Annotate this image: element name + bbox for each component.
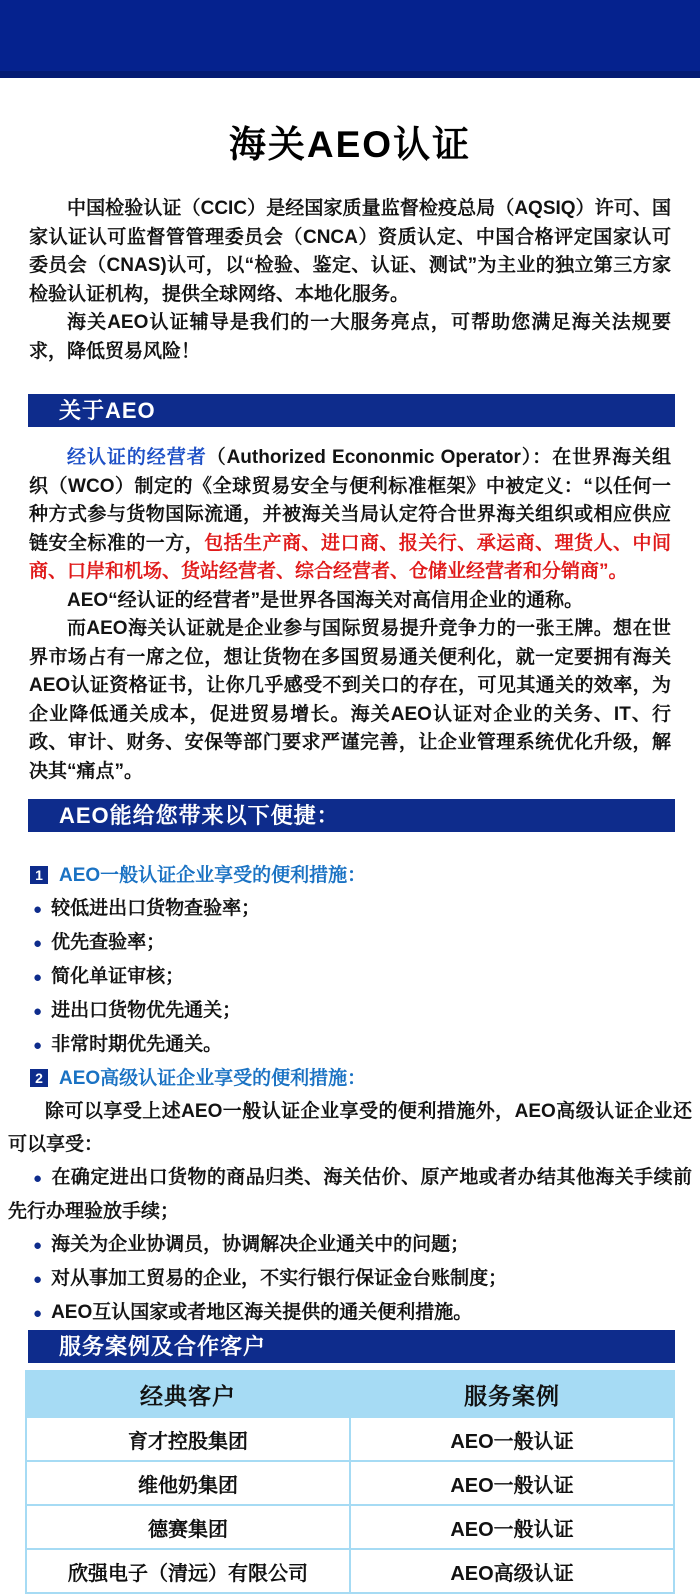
benefits-group-1-label: AEO一般认证企业享受的便利措施： [59, 865, 367, 886]
bullet-icon: ● [33, 1305, 43, 1322]
list-item [28, 1028, 672, 1062]
bullet-icon: ● [33, 1170, 43, 1187]
bullet-icon: ● [33, 935, 43, 952]
about-section [0, 444, 700, 786]
list-item-text: 较低进出口货物查验率； [51, 898, 261, 919]
benefits-group-2-heading [30, 1062, 700, 1095]
about-paragraph-3: 而AEO海关认证就是企业参与国际贸易提升竞争力的一张王牌。想在世界市场占有一席之位，想让货物在多国贸易通关便利化，就一定要拥有海关AEO认证资格证书，让你几乎感受不到关口的存在，可见其通关的效率，为企业降低通关成本，促进贸易增长。海关AEO认证对企业的关务、IT、行政、审计、财务、安保等部门要求严谨完善，让企业管理系统优化升级，解决其“痛点”。 [29, 618, 671, 782]
number-2-badge: 2 [30, 1069, 48, 1087]
table-header-row [26, 1371, 674, 1417]
list-item [8, 1296, 692, 1330]
list-item-text: AEO互认国家或者地区海关提供的通关便利措施。 [51, 1302, 473, 1323]
bullet-icon: ● [33, 1271, 43, 1288]
list-item [8, 1262, 692, 1296]
benefits-group-2-intro: 除可以享受上述AEO一般认证企业享受的便利措施外，AEO高级认证企业还可以享受： [8, 1101, 692, 1155]
list-item-text: 简化单证审核； [51, 966, 185, 987]
benefits-group-2-list [0, 1095, 700, 1330]
about-lead-term: 经认证的经营者 [67, 447, 207, 468]
bullet-icon: ● [33, 1037, 43, 1054]
bullet-icon: ● [33, 901, 43, 918]
list-item-text: 在确定进出口货物的商品归类、海关估价、原产地或者办结其他海关手续前先行办理验放手续； [8, 1167, 692, 1222]
intro-section [0, 195, 700, 366]
list-item [28, 994, 672, 1028]
client-cell: 维他奶集团 [26, 1461, 350, 1505]
section-header-cases [28, 1330, 675, 1363]
section-header-about-label: 关于AEO [59, 398, 156, 423]
benefits-group-1-heading [30, 859, 700, 892]
client-cell: 育才控股集团 [26, 1417, 350, 1461]
about-paragraph-2: AEO“经认证的经营者”是世界各国海关对高信用企业的通称。 [67, 589, 584, 611]
case-cell: AEO一般认证 [350, 1417, 674, 1461]
column-header-client: 经典客户 [26, 1371, 350, 1417]
bullet-icon: ● [33, 1237, 43, 1254]
list-item [8, 1161, 692, 1228]
list-item-text: 进出口货物优先通关； [51, 1000, 242, 1021]
section-header-about [28, 394, 675, 427]
case-cell: AEO一般认证 [350, 1505, 674, 1549]
table-row [26, 1505, 674, 1549]
intro-paragraph-2: 海关AEO认证辅导是我们的一大服务亮点，可帮助您满足海关法规要求，降低贸易风险！ [29, 312, 671, 362]
list-item-text: 优先查验率； [51, 932, 166, 953]
table-row [26, 1417, 674, 1461]
about-lead-definition: （Authorized Econonmic Operator）：在世界海关组织（WCO）制定的《全球贸易安全与便利标准框架》中被定义：“以任何一种方式参与货物国际流通，并被海关当局认定符合世界海关组织或相应供应链安全标准的一方， [29, 447, 671, 554]
about-lead-paragraph [29, 444, 671, 587]
benefits-group-1-list [0, 892, 700, 1062]
section-header-benefits [28, 799, 675, 832]
intro-paragraph-1: 中国检验认证（CCIC）是经国家质量监督检疫总局（AQSIQ）许可、国家认证认可监督管管理委员会（CNCA）资质认定、中国合格评定国家认可委员会（CNAS)认可，以“检验、鉴定、认证、测试”为主业的独立第三方家检验认证机构，提供全球网络、本地化服务。 [29, 198, 671, 305]
case-cell: AEO一般认证 [350, 1461, 674, 1505]
benefits-section [0, 859, 700, 1330]
benefits-group-2-label: AEO高级认证企业享受的便利措施： [59, 1068, 367, 1089]
list-item-text: 非常时期优先通关。 [51, 1034, 223, 1055]
cases-table [25, 1370, 675, 1594]
cases-table-body [26, 1417, 674, 1593]
list-item-text: 对从事加工贸易的企业，不实行银行保证金台账制度； [51, 1268, 508, 1289]
table-row [26, 1461, 674, 1505]
client-cell: 欣强电子（清远）有限公司 [26, 1549, 350, 1593]
case-cell: AEO高级认证 [350, 1549, 674, 1593]
section-header-cases-label: 服务案例及合作客户 [59, 1334, 267, 1359]
top-banner [0, 0, 700, 78]
about-lead-highlight: 包括生产商、进口商、报关行、承运商、理货人、中间商、口岸和机场、货站经营者、综合经营者、仓储业经营者和分销商”。 [29, 532, 671, 582]
client-cell: 德赛集团 [26, 1505, 350, 1549]
bullet-icon: ● [33, 969, 43, 986]
list-item [28, 960, 672, 994]
list-item-text: 海关为企业协调员，协调解决企业通关中的问题； [51, 1234, 470, 1255]
list-item [28, 926, 672, 960]
list-item [28, 892, 672, 926]
cases-table-header [26, 1371, 674, 1417]
number-1-badge: 1 [30, 866, 48, 884]
table-row [26, 1549, 674, 1593]
bullet-icon: ● [33, 1003, 43, 1020]
page-title: 海关AEO认证 [228, 124, 472, 165]
list-item [8, 1228, 692, 1262]
column-header-case: 服务案例 [350, 1371, 674, 1417]
section-header-benefits-label: AEO能给您带来以下便捷： [59, 803, 340, 828]
